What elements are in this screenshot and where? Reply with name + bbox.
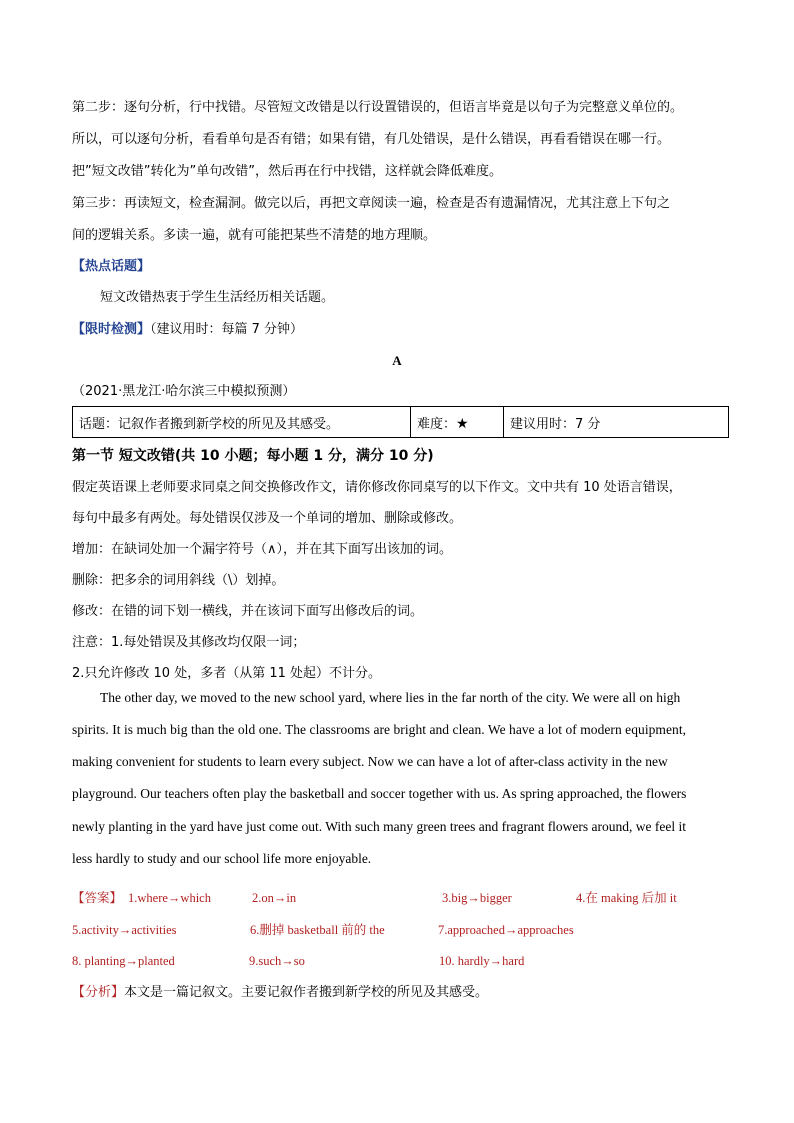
answer-item-7: 7.approached→approaches [438, 923, 574, 937]
star-icon: ★ [456, 415, 469, 432]
passage-line1: The other day, we moved to the new school yard, where lies in the far north of the city. We were all on high [100, 690, 681, 705]
difficulty-label: 难度： [417, 416, 457, 432]
instructions-modify: 修改：在错的词下划一横线，并在该词下面写出修改后的词。 [72, 604, 424, 619]
topic-cell: 话题：记叙作者搬到新学校的所见及其感受。 [73, 407, 411, 438]
step3-line1: 第三步：再读短文，检查漏洞。做完以后，再把文章阅读一遍，检查是否有遗漏情况，尤其注意上下句之 [72, 196, 671, 211]
section-letter: A [392, 353, 402, 368]
time-check-heading [72, 320, 303, 340]
time-check-text: （建议用时：每篇 7 分钟） [150, 322, 304, 337]
hot-topic-text: 短文改错热衷于学生生活经历相关话题。 [100, 290, 335, 305]
hot-topic-heading [72, 257, 150, 277]
passage-line6: less hardly to study and our school life more enjoyable. [72, 851, 372, 866]
answer-item-5: 5.activity→activities [72, 923, 177, 937]
answer-item-4: 4.在 making 后加 it [576, 891, 677, 905]
analysis-tag: 【分析】 [72, 985, 125, 1000]
time-cell: 建议用时：7 分 [504, 407, 729, 438]
step3-line2: 间的逻辑关系。多读一遍，就有可能把某些不清楚的地方理顺。 [72, 228, 437, 243]
answer-item-6: 6.删掉 basketball 前的 the [250, 923, 385, 937]
answer-item-10: 10. hardly→hard [439, 954, 525, 968]
instructions-add: 增加：在缺词处加一个漏字符号（∧），并在其下面写出该加的词。 [72, 542, 453, 557]
answer-item-3: 3.big→bigger [442, 891, 512, 905]
answer-tag: 【答案】 [72, 890, 123, 905]
instructions-note2: 2.只允许修改 10 处，多者（从第 11 处起）不计分。 [72, 666, 382, 681]
time-check-tag: 【限时检测】 [72, 322, 151, 337]
analysis-line [72, 983, 488, 1003]
info-table [72, 406, 729, 438]
hot-topic-tag: 【热点话题】 [72, 259, 151, 274]
instructions-line2: 每句中最多有两处。每处错误仅涉及一个单词的增加、删除或修改。 [72, 511, 463, 526]
step2-line2: 所以，可以逐句分析，看看单句是否有错；如果有错，有几处错误，是什么错误，再看看错误在哪一行。 [72, 132, 671, 147]
passage-line4: playground. Our teachers often play the basketball and soccer together with us. As spring approached, the flowers [72, 786, 687, 801]
answer-item-2: 2.on→in [252, 891, 297, 905]
passage-line2: spirits. It is much big than the old one. The classrooms are bright and clean. We have a lot of modern equipment, [72, 722, 687, 737]
step2-line1: 第二步：逐句分析，行中找错。尽管短文改错是以行设置错误的，但语言毕竟是以句子为完整意义单位的。 [72, 100, 684, 115]
instructions-delete: 删除：把多余的词用斜线（\）划掉。 [72, 573, 285, 588]
passage-line3: making convenient for students to learn every subject. Now we can have a lot of after-class activity in the new [72, 754, 668, 769]
instructions-note1: 注意：1.每处错误及其修改均仅限一词； [72, 635, 306, 650]
answer-item-8: 8. planting→planted [72, 954, 175, 968]
step2-line3: 把”短文改错”转化为”单句改错”，然后再在行中找错，这样就会降低难度。 [72, 164, 502, 179]
instructions-line1: 假定英语课上老师要求同桌之间交换修改作文，请你修改你同桌写的以下作文。文中共有 10 处语言错误， [72, 480, 682, 495]
passage-line5: newly planting in the yard have just come out. With such many green trees and fragrant flowers around, we feel it [72, 819, 687, 834]
analysis-text: 本文是一篇记叙文。主要记叙作者搬到新学校的所见及其感受。 [124, 985, 489, 1000]
source-line: （2021·黑龙江·哈尔滨三中模拟预测） [72, 384, 296, 399]
answer-item-9: 9.such→so [249, 954, 305, 968]
section-title: 第一节 短文改错(共 10 小题；每小题 1 分，满分 10 分) [72, 448, 434, 464]
difficulty-cell [411, 407, 504, 438]
answer-item-1: 1.where→which [128, 891, 211, 905]
